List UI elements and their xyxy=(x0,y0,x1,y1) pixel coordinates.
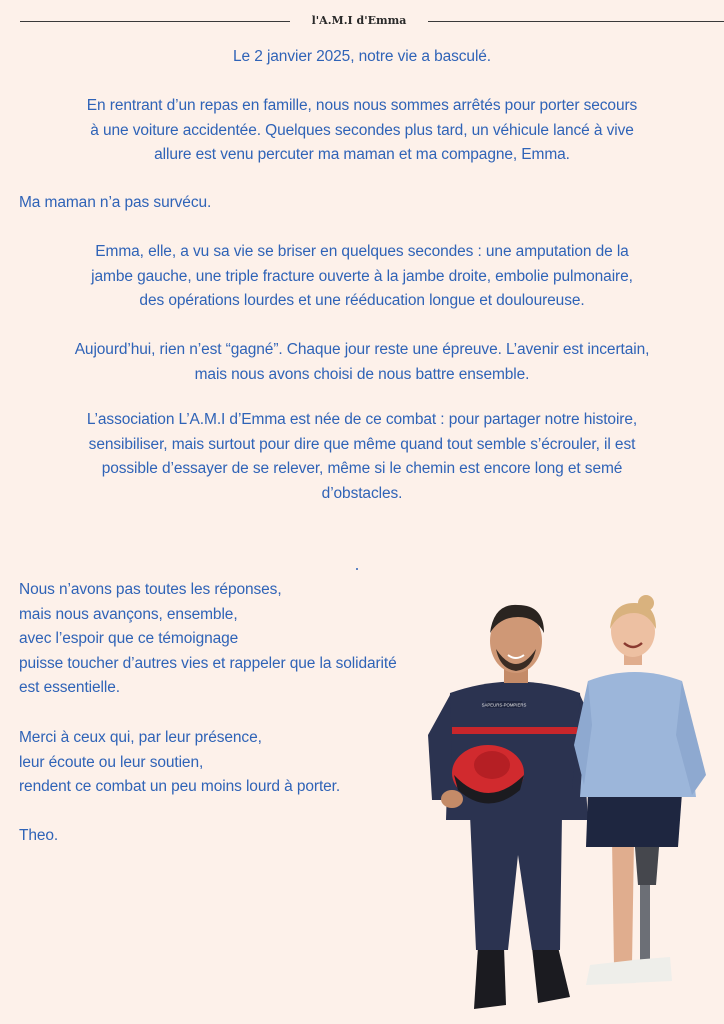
separator-dot xyxy=(356,568,358,570)
signature-text: Theo. xyxy=(19,827,59,844)
header-rule-right xyxy=(428,21,724,22)
header-title: l'A.M.I d'Emma xyxy=(311,14,407,27)
signature xyxy=(19,824,439,849)
text-line: Le 2 janvier 2025, notre vie a basculé. xyxy=(232,48,492,65)
text-line: L’association L’A.M.I d’Emma est née de ce combat : pour partager notre histoire, xyxy=(86,411,638,428)
couple-illustration xyxy=(420,585,710,1015)
accident-paragraph xyxy=(18,94,706,168)
text-line: Emma, elle, a vu sa vie se briser en quelques secondes : une amputation de la xyxy=(95,243,629,260)
text-line: rendent ce combat un peu moins lourd à porter. xyxy=(19,778,341,795)
text-line: sensibiliser, mais surtout pour dire que même quand tout semble s’écrouler, il est xyxy=(88,435,636,453)
mother-paragraph xyxy=(19,191,619,216)
association-paragraph xyxy=(18,408,706,506)
badge-text: SAPEURS-POMPIERS xyxy=(481,702,527,708)
text-line: Aujourd’hui, rien n’est “gagné”. Chaque jour reste une épreuve. L’avenir est incertain, xyxy=(74,341,650,358)
text-line: allure est venu percuter ma maman et ma compagne, Emma. xyxy=(154,146,570,163)
injuries-paragraph xyxy=(18,240,706,314)
text-line: Ma maman n’a pas survécu. xyxy=(19,194,212,211)
intro-paragraph xyxy=(18,45,706,70)
woman-figure xyxy=(574,595,706,985)
hope-paragraph xyxy=(19,578,439,701)
text-line: Merci à ceux qui, par leur présence, xyxy=(19,729,262,746)
text-line: possible d’essayer de se relever, même si le chemin est encore long et semé xyxy=(101,460,623,477)
text-line: est essentielle. xyxy=(19,679,120,696)
text-line: En rentrant d’un repas en famille, nous nous sommes arrêtés pour porter secours xyxy=(86,97,638,114)
text-line: leur écoute ou leur soutien, xyxy=(19,753,204,771)
firefighter-figure xyxy=(428,605,598,1009)
text-line: jambe gauche, une triple fracture ouverte à la jambe droite, embolie pulmonaire, xyxy=(91,267,633,285)
text-line: d’obstacles. xyxy=(321,484,403,502)
text-line: mais nous avançons, ensemble, xyxy=(19,605,238,623)
text-line: à une voiture accidentée. Quelques secondes plus tard, un véhicule lancé à vive xyxy=(90,121,634,139)
text-line: puisse toucher d’autres vies et rappeler que la solidarité xyxy=(19,654,397,672)
thanks-paragraph xyxy=(19,726,439,800)
text-line: avec l’espoir que ce témoignage xyxy=(19,630,239,647)
text-line: mais nous avons choisi de nous battre ensemble. xyxy=(194,365,530,383)
header-rule-left xyxy=(20,21,290,22)
text-line: Nous n’avons pas toutes les réponses, xyxy=(19,581,282,598)
text-line: des opérations lourdes et une rééducation longue et douloureuse. xyxy=(139,292,585,309)
today-paragraph xyxy=(18,338,706,387)
